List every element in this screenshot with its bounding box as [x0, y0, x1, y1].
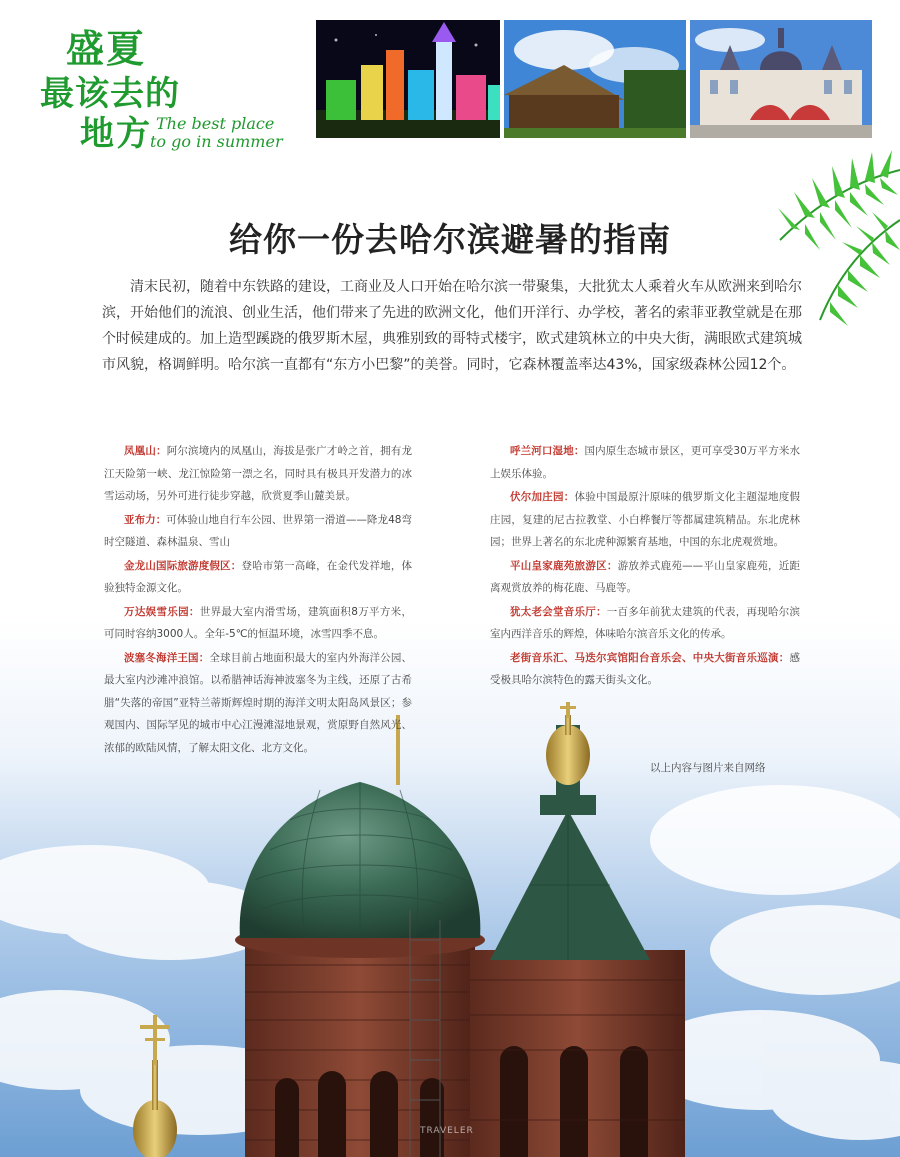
- attraction-item: [490, 486, 800, 554]
- attraction-item: [490, 647, 800, 692]
- attraction-text: 登哈市第一高峰，在金代发祥地，体验独特金源文化。: [104, 559, 413, 594]
- attraction-item: [104, 509, 412, 554]
- attraction-label: 呼兰河口湿地：: [510, 445, 585, 457]
- attraction-item: [104, 647, 412, 760]
- attractions-right-column: [490, 440, 800, 693]
- attraction-label: 波塞冬海洋王国：: [124, 651, 210, 664]
- image-credit: 以上内容与图片来自网络: [650, 762, 766, 774]
- attraction-text: 一百多年前犹太建筑的代表，再现哈尔滨室内西洋音乐的辉煌，体味哈尔滨音乐文化的传承。: [490, 605, 800, 640]
- attraction-label: 伏尔加庄园：: [510, 491, 575, 503]
- attraction-label: 亚布力：: [124, 513, 167, 526]
- attraction-item: [104, 555, 412, 600]
- attraction-text: 世界最大室内滑雪场，建筑面积8万平方米，可同时容纳3000人。全年-5℃的恒温环境，冰雪四季不息。: [104, 605, 413, 640]
- attraction-label: 平山皇家鹿苑旅游区：: [510, 559, 618, 572]
- wooden-house-photo: [504, 20, 686, 138]
- logo-english-1: The best place: [156, 114, 275, 133]
- attraction-label: 金龙山国际旅游度假区：: [124, 559, 242, 572]
- attraction-text: 全球目前占地面积最大的室内外海洋公园、最大室内沙滩冲浪馆。以希腊神话海神波塞冬为主线，还原了古希腊“失落的帝国”亚特兰蒂斯辉煌时期的海洋文明太阳岛风景区；参观国内、国际罕见的城市中心江漫滩湿地景观，赏原野自然风光、浓郁的欧陆风情，了解太阳文化、北方文化。: [104, 651, 413, 754]
- attraction-item: [490, 440, 800, 485]
- logo-english-2: to go in summer: [150, 132, 283, 151]
- attraction-text: 游放养式鹿苑——平山皇家鹿苑，近距离观赏放养的梅花鹿、马鹿等。: [490, 559, 801, 594]
- attraction-text: 感受极具哈尔滨特色的露天街头文化。: [490, 651, 800, 686]
- attractions-left-column: [104, 440, 412, 760]
- attraction-item: [104, 601, 412, 646]
- logo-line-2: 最该去的: [40, 74, 180, 114]
- palace-photo: [690, 20, 872, 138]
- ice-festival-photo: [316, 20, 500, 138]
- attraction-text: 可体验山地自行车公园、世界第一滑道——降龙48弯时空隧道、森林温泉、雪山: [104, 513, 412, 548]
- attraction-label: 万达娱雪乐园：: [124, 605, 200, 618]
- page-title: 给你一份去哈尔滨避暑的指南: [229, 220, 671, 259]
- attraction-item: [104, 440, 412, 508]
- watermark: TRAVELER: [420, 1126, 474, 1136]
- logo-line-1: 盛夏: [66, 26, 147, 71]
- attraction-text: 体验中国最原汁原味的俄罗斯文化主题湿地度假庄园，复建的尼古拉教堂、小白桦餐厅等都属建筑精品。东北虎林园；世界上著名的东北虎种源繁育基地，中国的东北虎观赏地。: [490, 491, 800, 548]
- attraction-text: 阿尔滨境内的凤凰山，海拔是张广才岭之首，拥有龙江天险第一峡、龙江惊险第一漂之名，同时具有极具开发潜力的冰雪运动场，另外可进行徒步穿越，欣赏夏季山麓美景。: [104, 445, 413, 502]
- attraction-item: [490, 601, 800, 646]
- intro-paragraph: 清末民初，随着中东铁路的建设，工商业及人口开始在哈尔滨一带聚集，大批犹太人乘着火车从欧洲来到哈尔滨，开始他们的流浪、创业生活，他们带来了先进的欧洲文化，他们开洋行、办学校，著名的索菲亚教堂就是在那个时候建成的。加上造型蹊跷的俄罗斯木屋，典雅别致的哥特式楼宇，欧式建筑林立的中央大街，满眼欧式建筑城市风貌，格调鲜明。哈尔滨一直都有“东方小巴黎”的美誉。同时，它森林覆盖率达43%，国家级森林公园12个。: [102, 279, 802, 373]
- attraction-label: 老街音乐汇、马迭尔宾馆阳台音乐会、中央大街音乐巡演：: [510, 651, 790, 664]
- attraction-item: [490, 555, 800, 600]
- logo-line-3: 地方: [80, 114, 152, 154]
- summer-logo: [40, 18, 300, 154]
- attraction-text: 国内原生态城市景区，更可享受30万平方米水上娱乐体验。: [490, 445, 800, 480]
- attraction-label: 犹太老会堂音乐厅：: [510, 605, 607, 618]
- attraction-label: 凤凰山：: [124, 445, 167, 457]
